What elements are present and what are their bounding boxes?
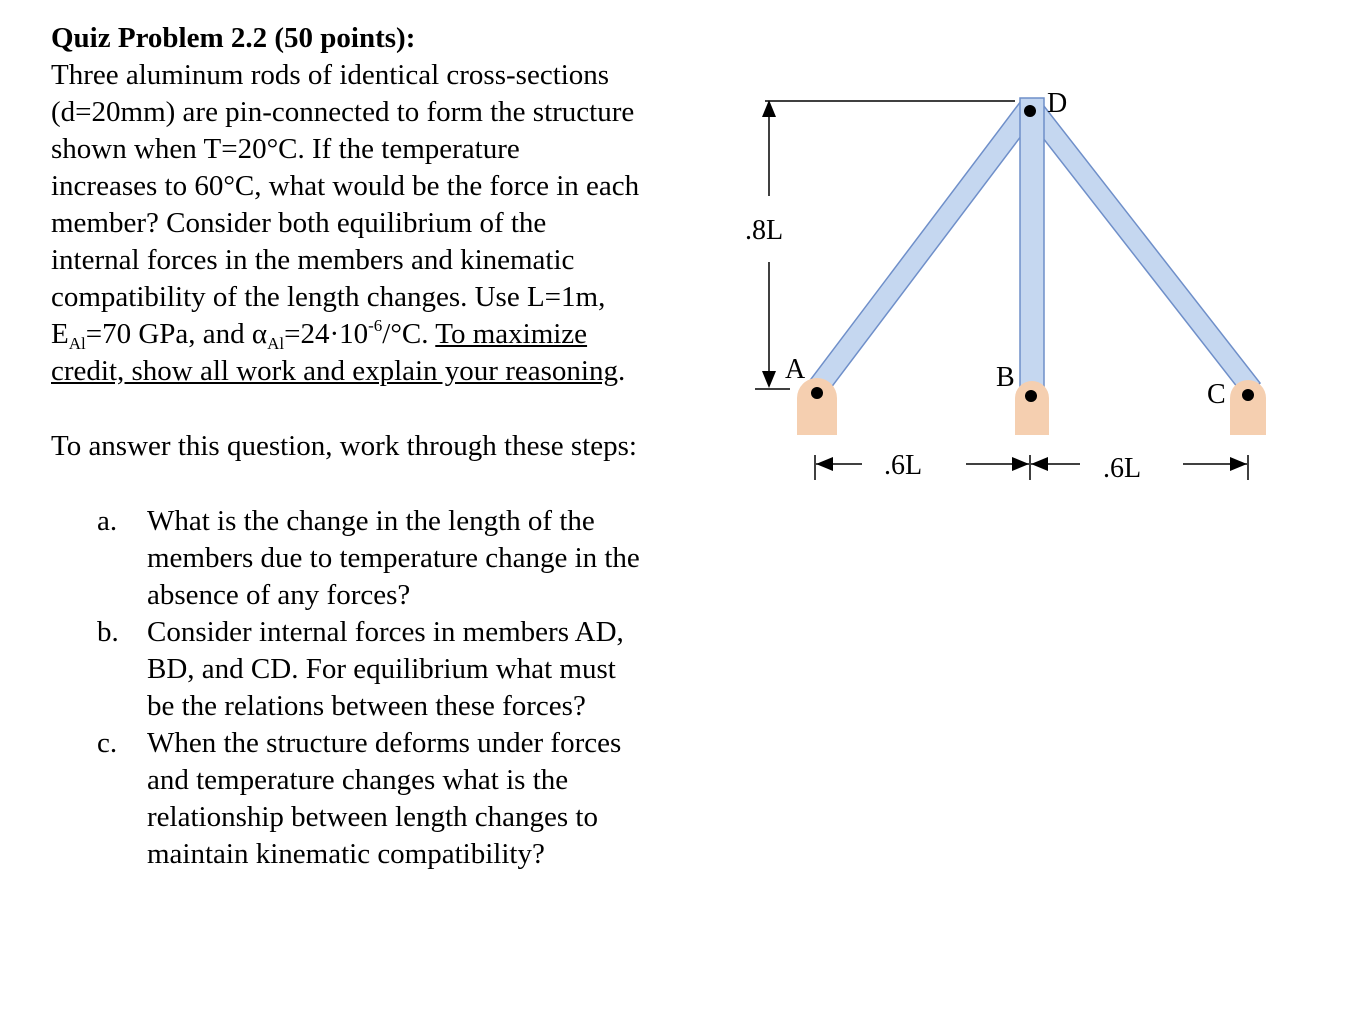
problem-line-6: internal forces in the members and kinematic (51, 244, 575, 276)
step-letter: a. (97, 505, 118, 537)
alpha-exponent: -6 (368, 316, 383, 335)
support-b (1015, 381, 1049, 435)
step-letter: b. (97, 616, 119, 648)
support-c (1230, 380, 1266, 435)
step-letter: c. (97, 727, 118, 759)
step-line: be the relations between these forces? (147, 690, 586, 722)
alpha-value: =24·10 (284, 318, 369, 350)
node-label-b: B (996, 362, 1015, 393)
arrow-right-icon (1012, 457, 1029, 471)
arrow-right-icon (1230, 457, 1247, 471)
step-line: Consider internal forces in members AD, (147, 616, 624, 648)
problem-line-8 (51, 316, 711, 353)
problem-line-2: (d=20mm) are pin-connected to form the structure (51, 96, 635, 128)
pin-b (1025, 390, 1037, 402)
problem-line-1: Three aluminum rods of identical cross-sections (51, 59, 610, 91)
truss-diagram (730, 80, 1290, 500)
problem-line-3: shown when T=20°C. If the temperature (51, 133, 520, 165)
problem-line-4: increases to 60°C, what would be the force in each (51, 170, 640, 202)
right-span-label: .6L (1103, 453, 1142, 484)
left-span-label: .6L (884, 450, 923, 481)
alpha-unit: /°C. (382, 318, 436, 350)
steps-list (97, 503, 717, 873)
arrow-left-icon (816, 457, 833, 471)
problem-line-5: member? Consider both equilibrium of the (51, 207, 547, 239)
step-c (97, 725, 717, 873)
credit-note-start: To maximize (435, 318, 588, 350)
alpha-symbol: α (251, 318, 268, 350)
step-line: members due to temperature change in the (147, 542, 640, 574)
node-label-c: C (1207, 379, 1226, 410)
problem-line-9 (51, 353, 711, 390)
modulus-value: =70 GPa, and (85, 318, 252, 350)
rod-cd (1025, 101, 1260, 397)
rod-cd-body (1025, 101, 1260, 397)
height-dim-label: .8L (745, 215, 784, 246)
rod-ad-body (808, 101, 1037, 397)
problem-line-7: compatibility of the length changes. Use L=1m, (51, 281, 606, 313)
modulus-subscript: Al (68, 334, 86, 353)
problem-title: Quiz Problem 2.2 (50 points): (51, 22, 416, 54)
credit-note-period: . (617, 355, 626, 387)
pin-c (1242, 389, 1254, 401)
rod-ad (808, 101, 1037, 397)
credit-note-end: credit, show all work and explain your reasoning (51, 355, 618, 387)
arrow-down-icon (762, 371, 776, 388)
arrow-up-icon (762, 100, 776, 117)
problem-statement (51, 20, 711, 390)
rod-bd (1020, 98, 1044, 390)
step-line: BD, and CD. For equilibrium what must (147, 653, 616, 685)
step-line: relationship between length changes to (147, 801, 598, 833)
step-line: and temperature changes what is the (147, 764, 569, 796)
rod-bd-body (1020, 98, 1044, 390)
step-line: When the structure deforms under forces (147, 727, 622, 759)
step-a (97, 503, 717, 614)
node-label-d: D (1047, 88, 1068, 119)
alpha-subscript: Al (267, 334, 285, 353)
step-line: absence of any forces? (147, 579, 411, 611)
step-line: maintain kinematic compatibility? (147, 838, 545, 870)
steps-intro: To answer this question, work through these steps: (51, 430, 637, 462)
arrow-left-icon (1031, 457, 1048, 471)
pin-a (811, 387, 823, 399)
step-line: What is the change in the length of the (147, 505, 595, 537)
pin-d (1024, 105, 1036, 117)
modulus-symbol: E (51, 318, 69, 350)
node-label-a: A (785, 354, 806, 385)
step-b (97, 614, 717, 725)
support-a (797, 378, 837, 435)
